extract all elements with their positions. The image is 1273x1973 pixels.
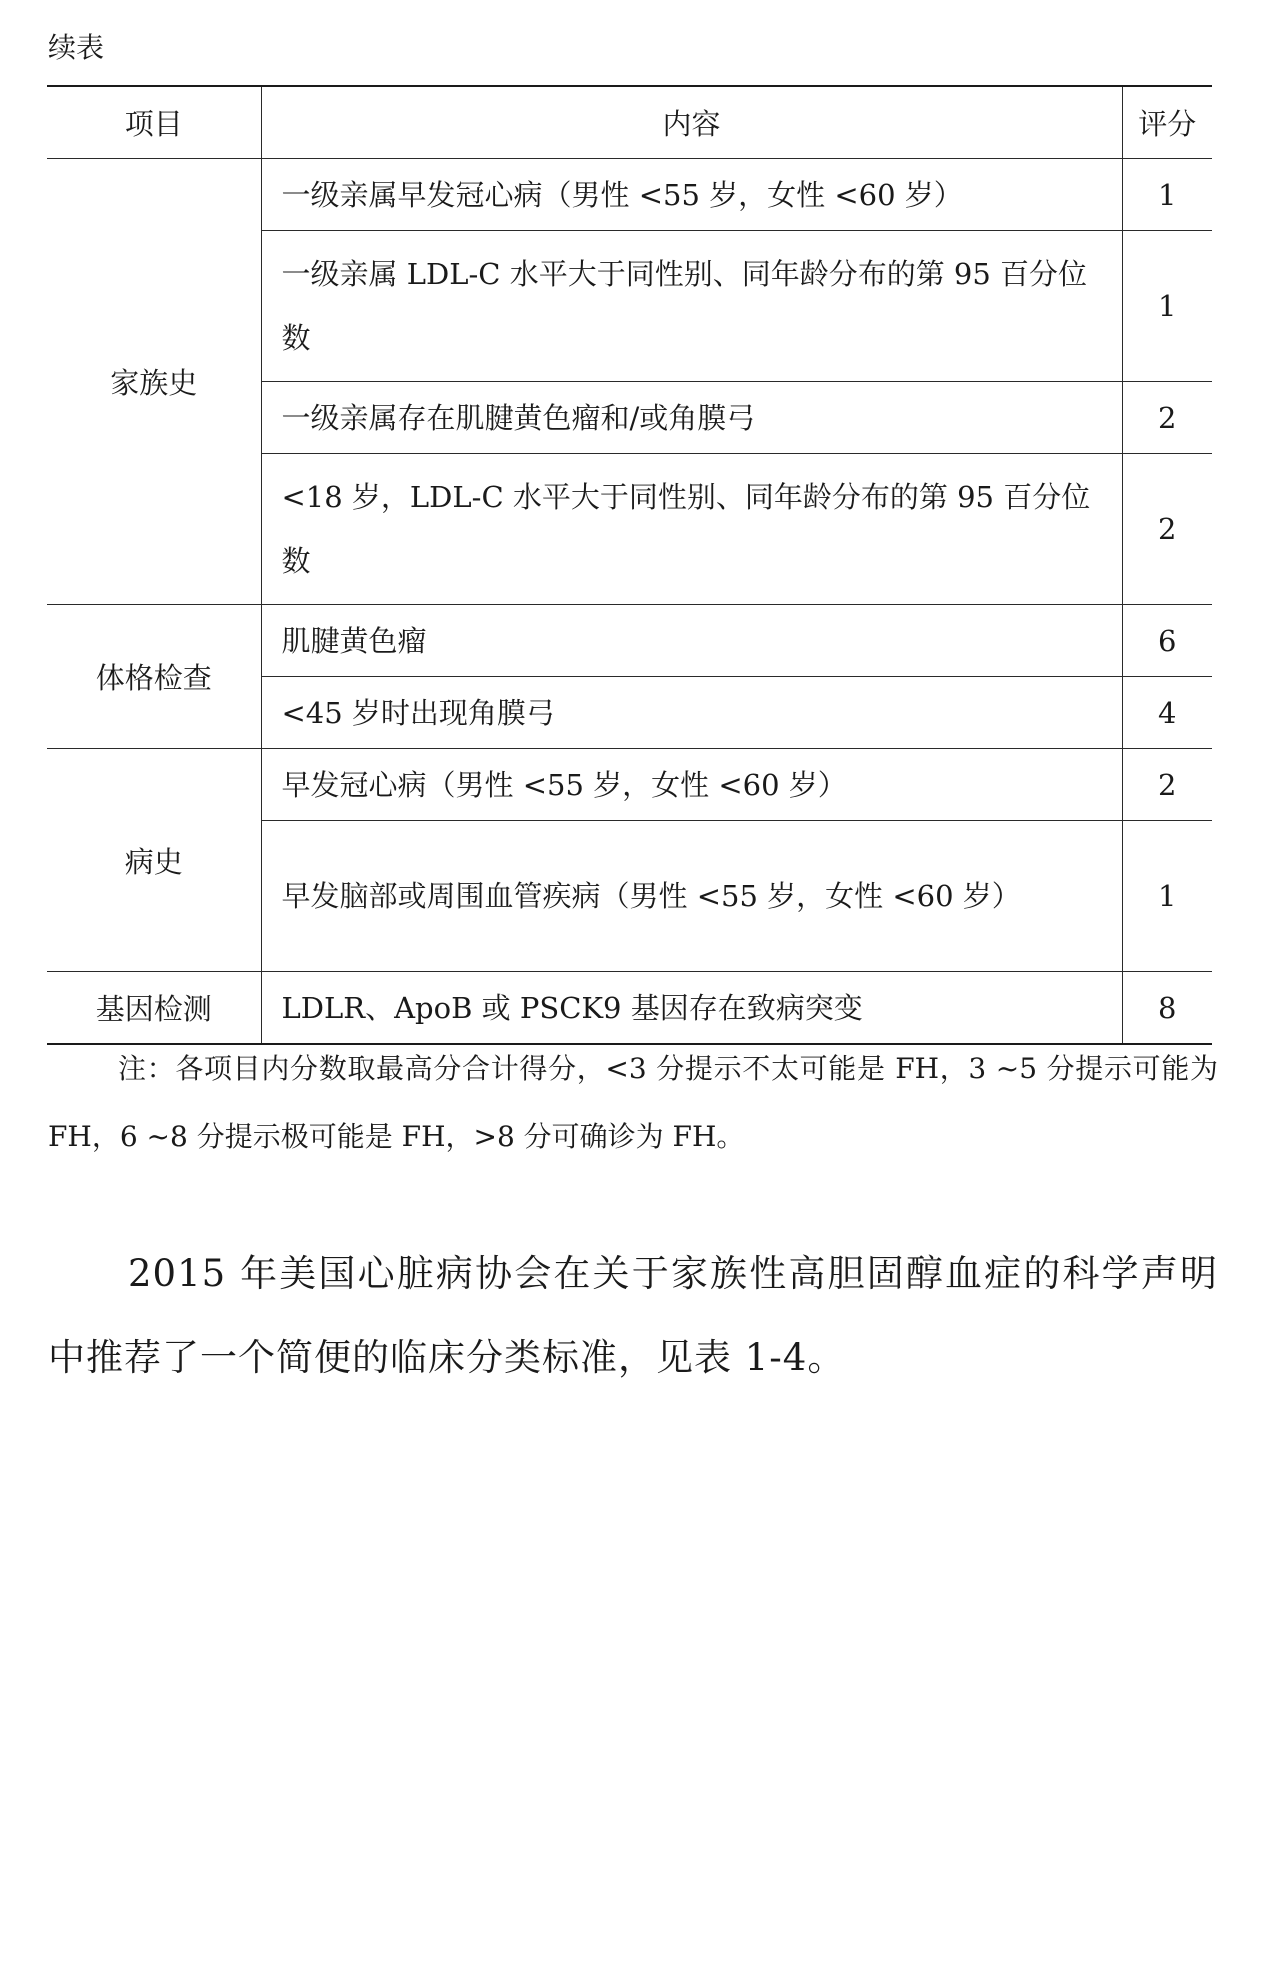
table-row <box>47 972 1212 1045</box>
header-content: 内容 <box>261 86 1122 159</box>
criterion-content: 早发脑部或周围血管疾病（男性 <55 岁，女性 <60 岁） <box>261 821 1122 972</box>
header-score: 评分 <box>1122 86 1212 159</box>
criterion-content: <45 岁时出现角膜弓 <box>261 677 1122 749</box>
criterion-content: <18 岁，LDL-C 水平大于同性别、同年龄分布的第 95 百分位数 <box>261 454 1122 605</box>
category-medical-history: 病史 <box>47 749 261 972</box>
criterion-score: 4 <box>1122 677 1212 749</box>
table-caption: 续表 <box>48 31 105 64</box>
body-paragraph: 2015 年美国心脏病协会在关于家族性高胆固醇血症的科学声明中推荐了一个简便的临床分类标准，见表 1-4。 <box>48 1252 1218 1379</box>
criterion-score: 1 <box>1122 231 1212 382</box>
category-family-history: 家族史 <box>47 159 261 605</box>
criterion-content: 肌腱黄色瘤 <box>261 605 1122 677</box>
criterion-score: 2 <box>1122 454 1212 605</box>
table-row <box>47 749 1212 821</box>
table-row <box>47 605 1212 677</box>
criterion-score: 1 <box>1122 159 1212 231</box>
table-row <box>47 159 1212 231</box>
header-item: 项目 <box>47 86 261 159</box>
criterion-score: 2 <box>1122 382 1212 454</box>
category-physical-exam: 体格检查 <box>47 605 261 749</box>
criterion-score: 1 <box>1122 821 1212 972</box>
table-note: 注：各项目内分数取最高分合计得分，<3 分提示不太可能是 FH，3 ~5 分提示可能为 FH，6 ~8 分提示极可能是 FH，>8 分可确诊为 FH。 <box>48 1052 1218 1153</box>
criterion-content: 早发冠心病（男性 <55 岁，女性 <60 岁） <box>261 749 1122 821</box>
fh-scoring-table <box>47 85 1212 1045</box>
category-genetic-test: 基因检测 <box>47 972 261 1045</box>
criterion-content: LDLR、ApoB 或 PSCK9 基因存在致病突变 <box>261 972 1122 1045</box>
criterion-content: 一级亲属 LDL-C 水平大于同性别、同年龄分布的第 95 百分位数 <box>261 231 1122 382</box>
criterion-content: 一级亲属存在肌腱黄色瘤和/或角膜弓 <box>261 382 1122 454</box>
criterion-content: 一级亲属早发冠心病（男性 <55 岁，女性 <60 岁） <box>261 159 1122 231</box>
table-header-row <box>47 86 1212 159</box>
criterion-score: 2 <box>1122 749 1212 821</box>
criterion-score: 8 <box>1122 972 1212 1045</box>
criterion-score: 6 <box>1122 605 1212 677</box>
